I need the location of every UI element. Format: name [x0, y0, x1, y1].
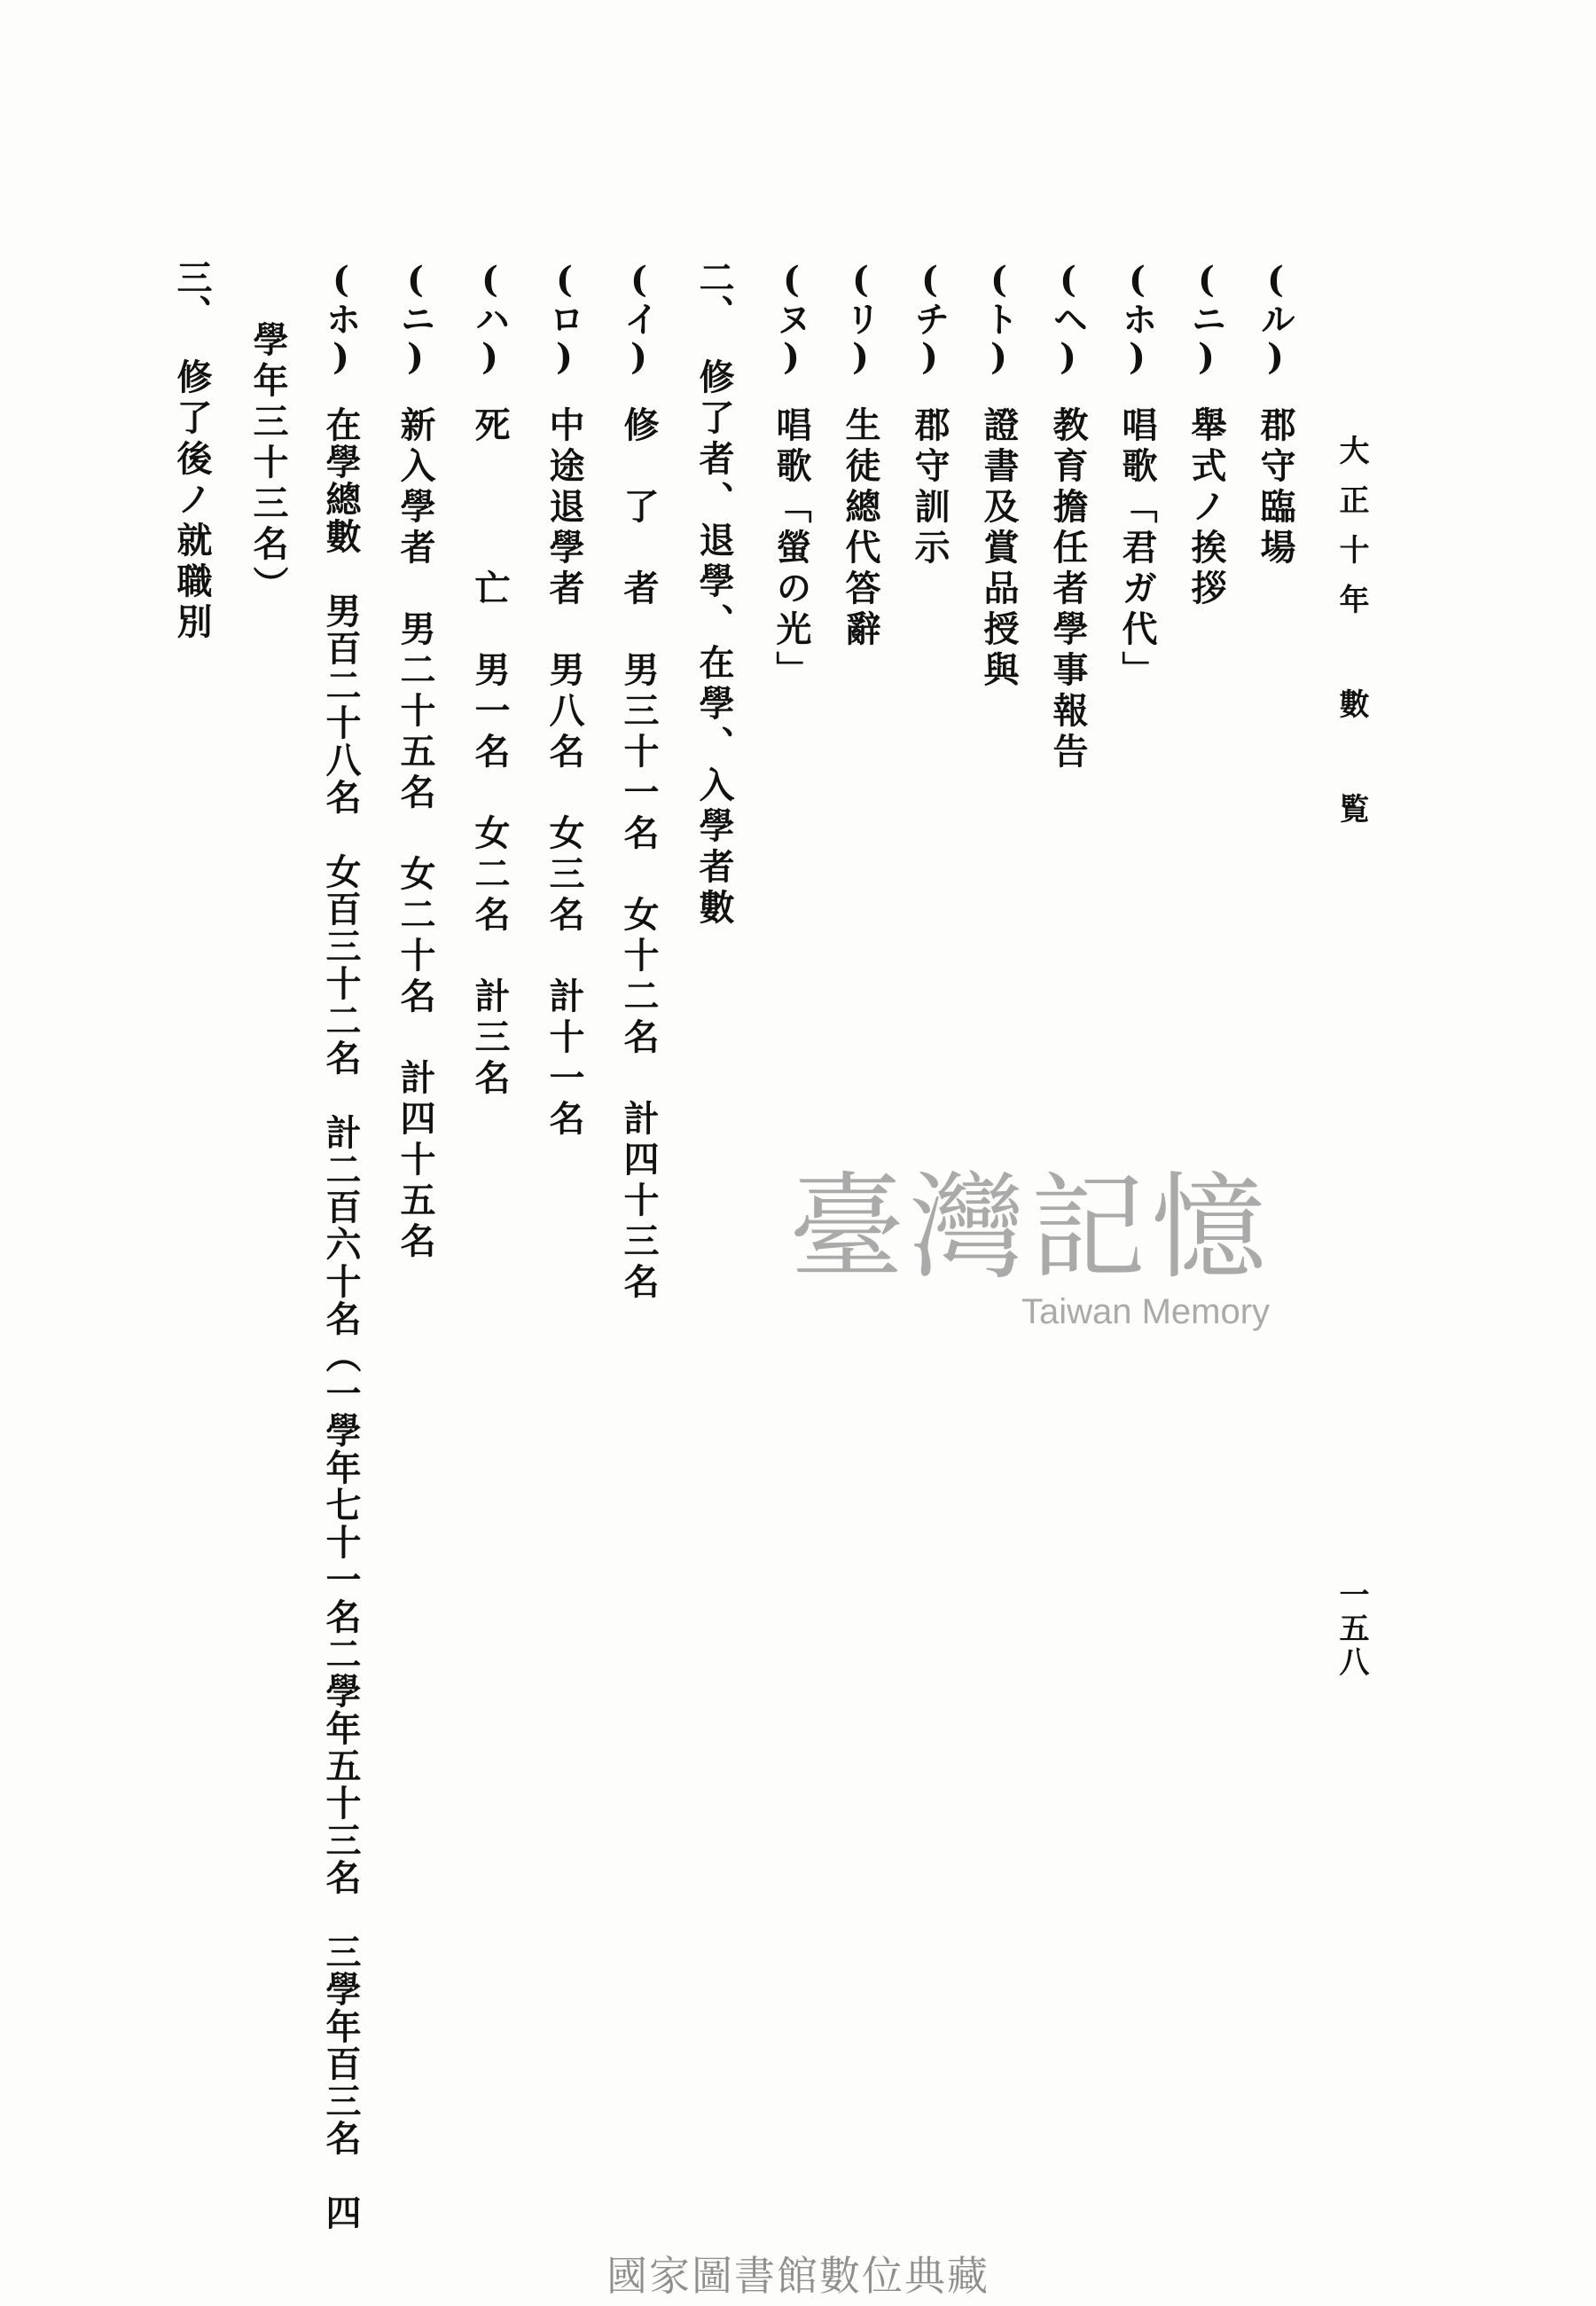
- item-text: 死 亡 男一名 女二名 計三名: [469, 406, 511, 1100]
- footer-credit: 國家圖書館數位典藏: [606, 2252, 990, 2300]
- item-text: 新入學者 男二十五名 女二十名 計四十五名: [395, 406, 436, 1263]
- item-text: 唱歌「螢の光」: [771, 406, 812, 692]
- item-text: 中途退學者 男八名 女三名 計十一名: [544, 406, 585, 1141]
- item-marker: (イ): [618, 259, 660, 378]
- item-column: [544, 259, 585, 1141]
- item-marker: (ホ): [320, 259, 362, 378]
- item-column: [1185, 259, 1227, 610]
- item-marker: (ニ): [395, 259, 436, 378]
- item-column: [1047, 259, 1089, 773]
- watermark-cjk-text: 臺灣記憶: [789, 1160, 1272, 1295]
- item-column: [469, 259, 511, 1100]
- item-column: [840, 259, 881, 651]
- item-column: [320, 259, 362, 2231]
- item-marker: (ト): [978, 259, 1020, 378]
- section-marker: 三、: [171, 259, 213, 330]
- item-column: [395, 259, 436, 1263]
- continuation-column: [247, 321, 289, 607]
- section-text: 修了後ノ就職別: [171, 358, 213, 644]
- section-text: 修了者、退學、在學、入學者數: [693, 358, 735, 929]
- section-heading-column: [693, 259, 735, 929]
- running-title: [1330, 435, 1373, 843]
- item-column: [618, 259, 660, 1304]
- item-marker: (ニ): [1185, 259, 1227, 378]
- item-text: 唱歌「君ガ代」: [1116, 406, 1158, 692]
- item-column: [1116, 259, 1158, 692]
- page-number: 一五八: [1334, 1579, 1369, 1680]
- item-text: 教育擔任者學事報告: [1047, 406, 1089, 773]
- item-marker: (ロ): [544, 259, 585, 378]
- item-column: [1255, 259, 1296, 569]
- section-marker: 二、: [693, 259, 735, 330]
- running-title-text: 大正十年 數 覧: [1334, 435, 1369, 843]
- section-heading-column: [171, 259, 213, 644]
- taiwan-memory-watermark: [789, 1135, 1271, 1332]
- item-marker: (チ): [909, 259, 951, 378]
- item-text: 證書及賞品授與: [978, 406, 1020, 692]
- watermark-en-text: Taiwan Memory: [1021, 1292, 1271, 1331]
- item-marker: (ヌ): [771, 259, 812, 378]
- item-column: [771, 259, 812, 692]
- item-marker: (ハ): [469, 259, 511, 378]
- item-text: 修 了 者 男三十一名 女十二名 計四十三名: [618, 406, 660, 1304]
- item-column: [909, 259, 951, 569]
- item-marker: (ホ): [1116, 259, 1158, 378]
- item-text: 郡守臨場: [1255, 406, 1296, 569]
- item-marker: (ル): [1255, 259, 1296, 378]
- continuation-text: 學年三十三名）: [247, 321, 289, 607]
- item-text: 舉式ノ挨拶: [1185, 406, 1227, 610]
- item-marker: (ヘ): [1047, 259, 1089, 378]
- item-text: 郡守訓示: [909, 406, 951, 569]
- item-marker: (リ): [840, 259, 881, 378]
- item-text: 在學總數 男百二十八名 女百三十二名 計二百六十名（一學年七十一名二學年五十三名 三學年百三名 四: [320, 406, 362, 2231]
- item-text: 生徒總代答辭: [840, 406, 881, 651]
- item-column: [978, 259, 1020, 692]
